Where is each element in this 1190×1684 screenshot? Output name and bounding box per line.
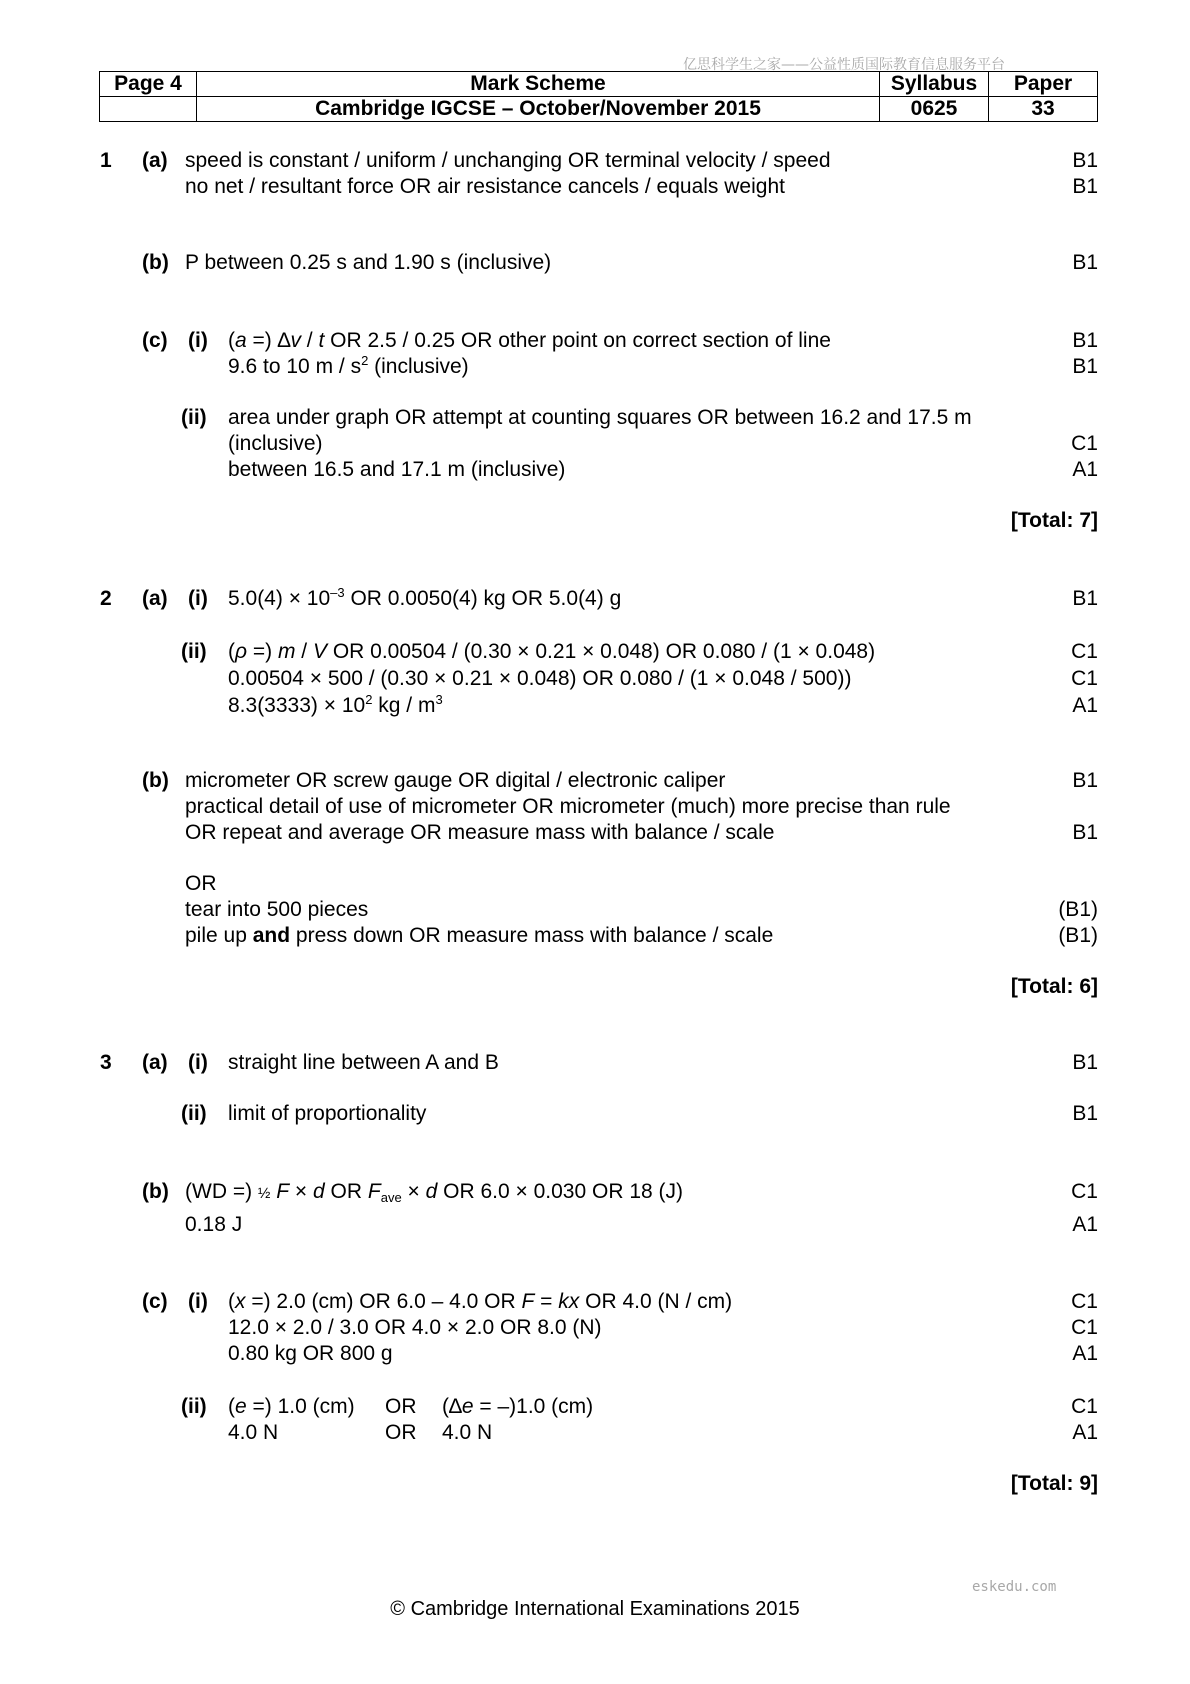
q2-total: [Total: 6] xyxy=(1010,975,1098,998)
q1-cii-mark3: A1 xyxy=(1072,458,1098,481)
q1-a-label: (a) xyxy=(142,149,168,172)
q3-aii-label: (ii) xyxy=(181,1102,207,1125)
q2-aii-line3 xyxy=(0,693,1190,719)
q1-cii-text1: area under graph OR attempt at counting squares OR between 16.2 and 17.5 m xyxy=(228,406,972,429)
q3-ai-label: (i) xyxy=(188,1051,208,1074)
q2-aii-text3: $8.3(3333) \times 10^2$ kg / $m^3$ xyxy=(228,692,443,717)
q3-ci-line1 xyxy=(0,1289,1190,1315)
q3-ci-mark3: A1 xyxy=(1072,1342,1098,1365)
header-paper-label: Paper xyxy=(989,72,1098,97)
q3-cii-text2b: 4.0 N xyxy=(442,1421,493,1444)
watermark-top: 亿思科学生之家——公益性质国际教育信息服务平台 xyxy=(683,57,1005,73)
q3-ci-mark1: C1 xyxy=(1071,1290,1098,1313)
q2-aii-mark3: A1 xyxy=(1072,694,1098,717)
q3-total: [Total: 9] xyxy=(1010,1472,1098,1495)
q2-b-mark5: (B1) xyxy=(1058,898,1098,921)
header-table xyxy=(99,71,1098,122)
q2-aii-mark1: C1 xyxy=(1071,640,1098,663)
q3-cii-line1 xyxy=(0,1394,1190,1420)
q1-ci-label: (i) xyxy=(188,329,208,352)
footer-copyright: © Cambridge International Examinations 2015 xyxy=(390,1598,800,1620)
q2-number: 2 xyxy=(100,587,112,610)
q3-ci-text1: (x =) 2.0 (cm) OR 6.0 – 4.0 OR F = kx OR 4.0 (N / cm) xyxy=(228,1290,733,1313)
q3-b-text1: (WD =) ½ F × d OR $F_{ave} \times d$ OR 6.0 × 0.030 OR 18 (J) xyxy=(185,1180,684,1205)
q1-c-label: (c) xyxy=(142,329,168,352)
q1-b-text1: P between 0.25 s and 1.90 s (inclusive) xyxy=(185,251,552,274)
q2-b-text6-bold: and xyxy=(252,924,291,947)
q2-aii-label: (ii) xyxy=(181,640,207,663)
q1-a-line2 xyxy=(0,174,1190,200)
header-empty xyxy=(100,97,197,122)
q3-cii-mark1: C1 xyxy=(1071,1395,1098,1418)
q3-ci-mark2: C1 xyxy=(1071,1316,1098,1339)
q3-cii-text1b: (∆e = –)1.0 (cm) xyxy=(442,1395,594,1418)
q3-ci-line2 xyxy=(0,1315,1190,1341)
q1-cii-text2: (inclusive) xyxy=(228,432,323,455)
q2-b-text6 xyxy=(185,923,773,949)
q1-cii-line1 xyxy=(0,405,1190,431)
q3-aii-text1: limit of proportionality xyxy=(228,1102,427,1125)
q1-cii-mark2: C1 xyxy=(1071,432,1098,455)
q3-ci-line3 xyxy=(0,1341,1190,1367)
q3-b-line2 xyxy=(0,1212,1190,1238)
q1-cii-text3: between 16.5 and 17.1 m (inclusive) xyxy=(228,458,566,481)
q2-b-text3: OR repeat and average OR measure mass with balance / scale xyxy=(185,821,775,844)
q2-b-text2: practical detail of use of micrometer OR micrometer (much) more precise than rule xyxy=(185,795,951,818)
q2-aii-line2 xyxy=(0,666,1190,692)
q2-ai-line1 xyxy=(0,586,1190,612)
q1-ci-line2 xyxy=(0,354,1190,380)
q1-ci-mark2: B1 xyxy=(1072,355,1098,378)
q3-number: 3 xyxy=(100,1051,112,1074)
q3-cii-mark2: A1 xyxy=(1072,1421,1098,1444)
q1-ci-text1: (a =) ∆v / t OR 2.5 / 0.25 OR other point on correct section of line xyxy=(228,329,831,352)
q2-b-text4: OR xyxy=(185,872,217,895)
q3-cii-text2a: 4.0 N xyxy=(228,1421,279,1444)
q2-aii-mark2: C1 xyxy=(1071,667,1098,690)
q1-b-mark1: B1 xyxy=(1072,251,1098,274)
q2-total-line xyxy=(0,974,1190,1000)
q2-b-text6-pre: pile up xyxy=(185,924,253,947)
q1-a-mark2: B1 xyxy=(1072,175,1098,198)
q3-a-label: (a) xyxy=(142,1051,168,1074)
q1-total-line xyxy=(0,508,1190,534)
q2-b-line5 xyxy=(0,897,1190,923)
q2-b-text1: micrometer OR screw gauge OR digital / electronic caliper xyxy=(185,769,726,792)
q2-aii-text2: 0.00504 × 500 / (0.30 × 0.21 × 0.048) OR 0.080 / (1 × 0.048 / 500)) xyxy=(228,667,852,690)
q3-cii-label: (ii) xyxy=(181,1395,207,1418)
header-title: Mark Scheme xyxy=(197,72,880,97)
q1-cii-line2 xyxy=(0,431,1190,457)
q2-b-line3 xyxy=(0,820,1190,846)
q1-ci-line1 xyxy=(0,328,1190,354)
q1-b-label: (b) xyxy=(142,251,169,274)
q3-cii-line2 xyxy=(0,1420,1190,1446)
header-syllabus-label: Syllabus xyxy=(880,72,989,97)
q1-a-mark1: B1 xyxy=(1072,149,1098,172)
q2-aii-line1 xyxy=(0,639,1190,665)
watermark-bottom: eskedu.com xyxy=(972,1579,1057,1595)
q3-ci-text3: 0.80 kg OR 800 g xyxy=(228,1342,393,1365)
q3-ai-text1: straight line between A and B xyxy=(228,1051,499,1074)
q2-b-label: (b) xyxy=(142,769,169,792)
q3-ci-text2: 12.0 × 2.0 / 3.0 OR 4.0 × 2.0 OR 8.0 (N) xyxy=(228,1316,602,1339)
q3-b-mark1: C1 xyxy=(1071,1180,1098,1203)
header-paper: 33 xyxy=(989,97,1098,122)
q1-a-text2: no net / resultant force OR air resistance cancels / equals weight xyxy=(185,175,785,198)
q3-c-label: (c) xyxy=(142,1290,168,1313)
q2-b-line6 xyxy=(0,923,1190,949)
q2-a-label: (a) xyxy=(142,587,168,610)
q3-ai-mark1: B1 xyxy=(1072,1051,1098,1074)
header-syllabus: 0625 xyxy=(880,97,989,122)
q1-ci-mark1: B1 xyxy=(1072,329,1098,352)
q1-ci-text2: 9.6 to 10 m / $s^2$ (inclusive) xyxy=(228,353,469,378)
q3-b-line1 xyxy=(0,1179,1190,1205)
q2-b-text6-post: press down OR measure mass with balance / scale xyxy=(290,924,774,947)
q2-b-mark3: B1 xyxy=(1072,821,1098,844)
q1-a-text1: speed is constant / uniform / unchanging OR terminal velocity / speed xyxy=(185,149,831,172)
q3-cii-text1a: (e =) 1.0 (cm) xyxy=(228,1395,355,1418)
q3-ai-line1 xyxy=(0,1050,1190,1076)
q2-aii-text1: (ρ =) m / V OR 0.00504 / (0.30 × 0.21 × 0.048) OR 0.080 / (1 × 0.048) xyxy=(228,640,876,663)
q3-aii-mark1: B1 xyxy=(1072,1102,1098,1125)
q3-b-label: (b) xyxy=(142,1180,169,1203)
q3-b-text2: 0.18 J xyxy=(185,1213,243,1236)
q1-a-line1 xyxy=(0,148,1190,174)
q2-b-text5: tear into 500 pieces xyxy=(185,898,369,921)
header-subtitle: Cambridge IGCSE – October/November 2015 xyxy=(197,97,880,122)
q2-b-line4 xyxy=(0,871,1190,897)
q2-b-mark1: B1 xyxy=(1072,769,1098,792)
q2-ai-label: (i) xyxy=(188,587,208,610)
q1-b-line1 xyxy=(0,250,1190,276)
q2-b-line1 xyxy=(0,768,1190,794)
q1-cii-line3 xyxy=(0,457,1190,483)
q1-total: [Total: 7] xyxy=(1010,509,1098,532)
q2-b-mark6: (B1) xyxy=(1058,924,1098,947)
q2-ai-text1: $5.0(4) \times 10^{-3}$ OR 0.0050(4) kg OR 5.0(4) g xyxy=(228,585,622,610)
q1-number: 1 xyxy=(100,149,112,172)
q3-b-mark2: A1 xyxy=(1072,1213,1098,1236)
q3-total-line xyxy=(0,1471,1190,1497)
q2-ai-mark1: B1 xyxy=(1072,587,1098,610)
q3-ci-label: (i) xyxy=(188,1290,208,1313)
header-page: Page 4 xyxy=(100,72,197,97)
q1-cii-label: (ii) xyxy=(181,406,207,429)
q3-aii-line1 xyxy=(0,1101,1190,1127)
q3-cii-or2: OR xyxy=(385,1421,417,1444)
q2-b-line2 xyxy=(0,794,1190,820)
q3-cii-or1: OR xyxy=(385,1395,417,1418)
